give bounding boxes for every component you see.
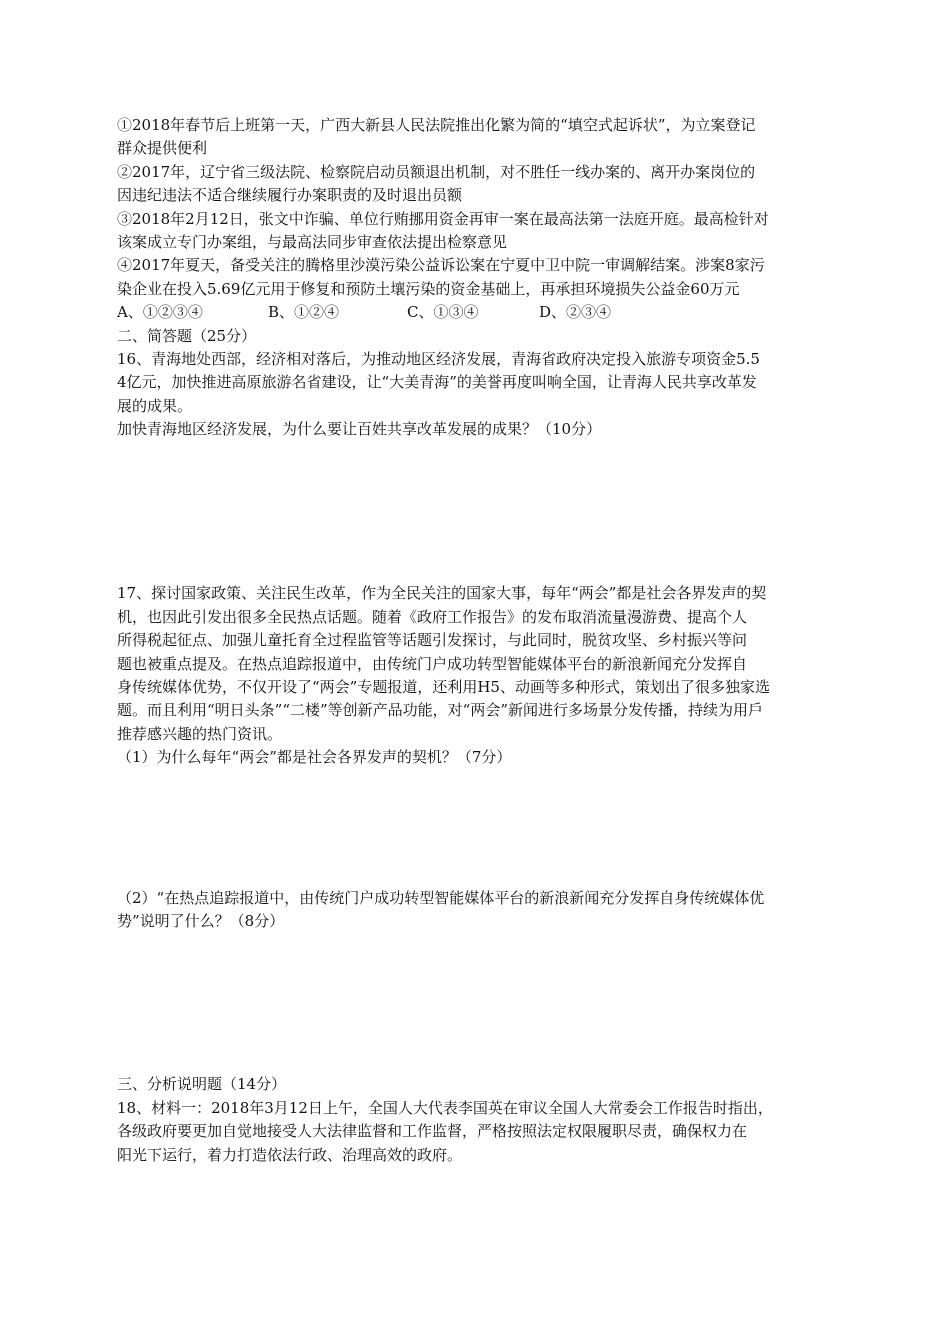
- option-b: B、①②④: [268, 303, 340, 322]
- q17-sub2-line: （2）“在热点追踪报道中，由传统门户成功转型智能媒体平台的新浪新闻充分发挥自身传统媒体优: [117, 888, 765, 907]
- q15-statement-line: 染企业在投入5.69亿元用于修复和预防土壤污染的资金基础上，再承担环境损失公益金60万元: [117, 279, 740, 298]
- q15-statement-line: ①2018年春节后上班第一天，广西大新县人民法院推出化繁为简的“填空式起诉状”，为立案登记: [117, 116, 756, 134]
- q15-statement-line: ②2017年，辽宁省三级法院、检察院启动员额退出机制，对不胜任一线办案的、离开办案岗位的: [117, 162, 756, 181]
- q16-line: 4亿元，加快推进高原旅游名省建设，让“大美青海”的美誉再度叫响全国，让青海人民共享改革发: [117, 373, 757, 392]
- q18-line: 阳光下运行，着力打造依法行政、治理高效的政府。: [117, 1145, 463, 1164]
- answer-space-q17-1: [117, 770, 839, 887]
- q18-line: 18、材料一：2018年3月12日上午，全国人大代表李国英在审议全国人大常委会工作报告时指出，: [117, 1098, 773, 1117]
- answer-space-q17-2: [117, 933, 839, 1073]
- question-16: [117, 348, 839, 442]
- q18-line: 各级政府要更加自觉地接受人大法律监督和工作监督，严格按照法定权限履职尽责，确保权力在: [117, 1122, 748, 1141]
- option-d: D、②③④: [539, 303, 612, 322]
- section-2-title: 二、简答题（25分）: [117, 326, 257, 345]
- q16-line: 16、青海地处西部，经济相对落后，为推动地区经济发展，青海省政府决定投入旅游专项资金5.5: [117, 349, 760, 368]
- option-a: A、①②③④: [117, 303, 203, 322]
- q17-line: 所得税起征点、加强儿童托育全过程监管等话题引发探讨，与此同时，脱贫攻坚、乡村振兴等问: [117, 631, 748, 650]
- q17-sub2-line: 势”说明了什么？（8分）: [117, 911, 285, 930]
- q17-sub-question-2: [117, 887, 839, 934]
- q16-line: 展的成果。: [117, 396, 193, 415]
- section-3-title: 三、分析说明题（14分）: [117, 1075, 287, 1094]
- q15-statement-line: 群众提供便利: [117, 139, 208, 158]
- q17-line: 机，也因此引发出很多全民热点话题。随着《政府工作报告》的发布取消流量漫游费、提高个人: [117, 607, 748, 626]
- q16-prompt: 加快青海地区经济发展，为什么要让百姓共享改革发展的成果？（10分）: [117, 420, 602, 439]
- question-18: [117, 1097, 839, 1167]
- q15-options: [117, 301, 839, 324]
- q15-statements: [117, 114, 839, 301]
- q15-statement-line: ④2017年夏天，备受关注的腾格里沙漠污染公益诉讼案在宁夏中卫中院一审调解结案。涉案8家污: [117, 256, 765, 275]
- answer-space-q16: [117, 441, 839, 582]
- q17-line: 题。而且利用“明日头条”“二楼”等创新产品功能，对“两会”新闻进行多场景分发传播，持续为用戶: [117, 701, 764, 720]
- q17-line: 身传统媒体优势，不仅开设了“两会”专题报道，还利用H5、动画等多种形式，策划出了很多独家选: [117, 678, 770, 697]
- q17-line: 推荐感兴趣的热门资讯。: [117, 724, 283, 743]
- q15-statement-line: 该案成立专门办案组，与最高法同步审查依法提出检察意见: [117, 232, 508, 251]
- option-c: C、①③④: [407, 303, 479, 322]
- q17-line: 题也被重点提及。在热点追踪报道中，由传统门户成功转型智能媒体平台的新浪新闻充分发挥自: [117, 654, 748, 673]
- q15-statement-line: ③2018年2月12日，张文中诈骗、单位行贿挪用资金再审一案在最高法第一法庭开庭。最高检针对: [117, 209, 769, 228]
- q17-sub-question-1: （1）为什么每年“两会”都是社会各界发声的契机？（7分）: [117, 748, 512, 767]
- exam-page: [117, 114, 839, 1167]
- question-17: [117, 582, 839, 769]
- q17-line: 17、探讨国家政策、关注民生改革，作为全民关注的国家大事，每年“两会”都是社会各界发声的契: [117, 584, 767, 603]
- q15-statement-line: 因违纪违法不适合继续履行办案职责的及时退出员额: [117, 186, 463, 205]
